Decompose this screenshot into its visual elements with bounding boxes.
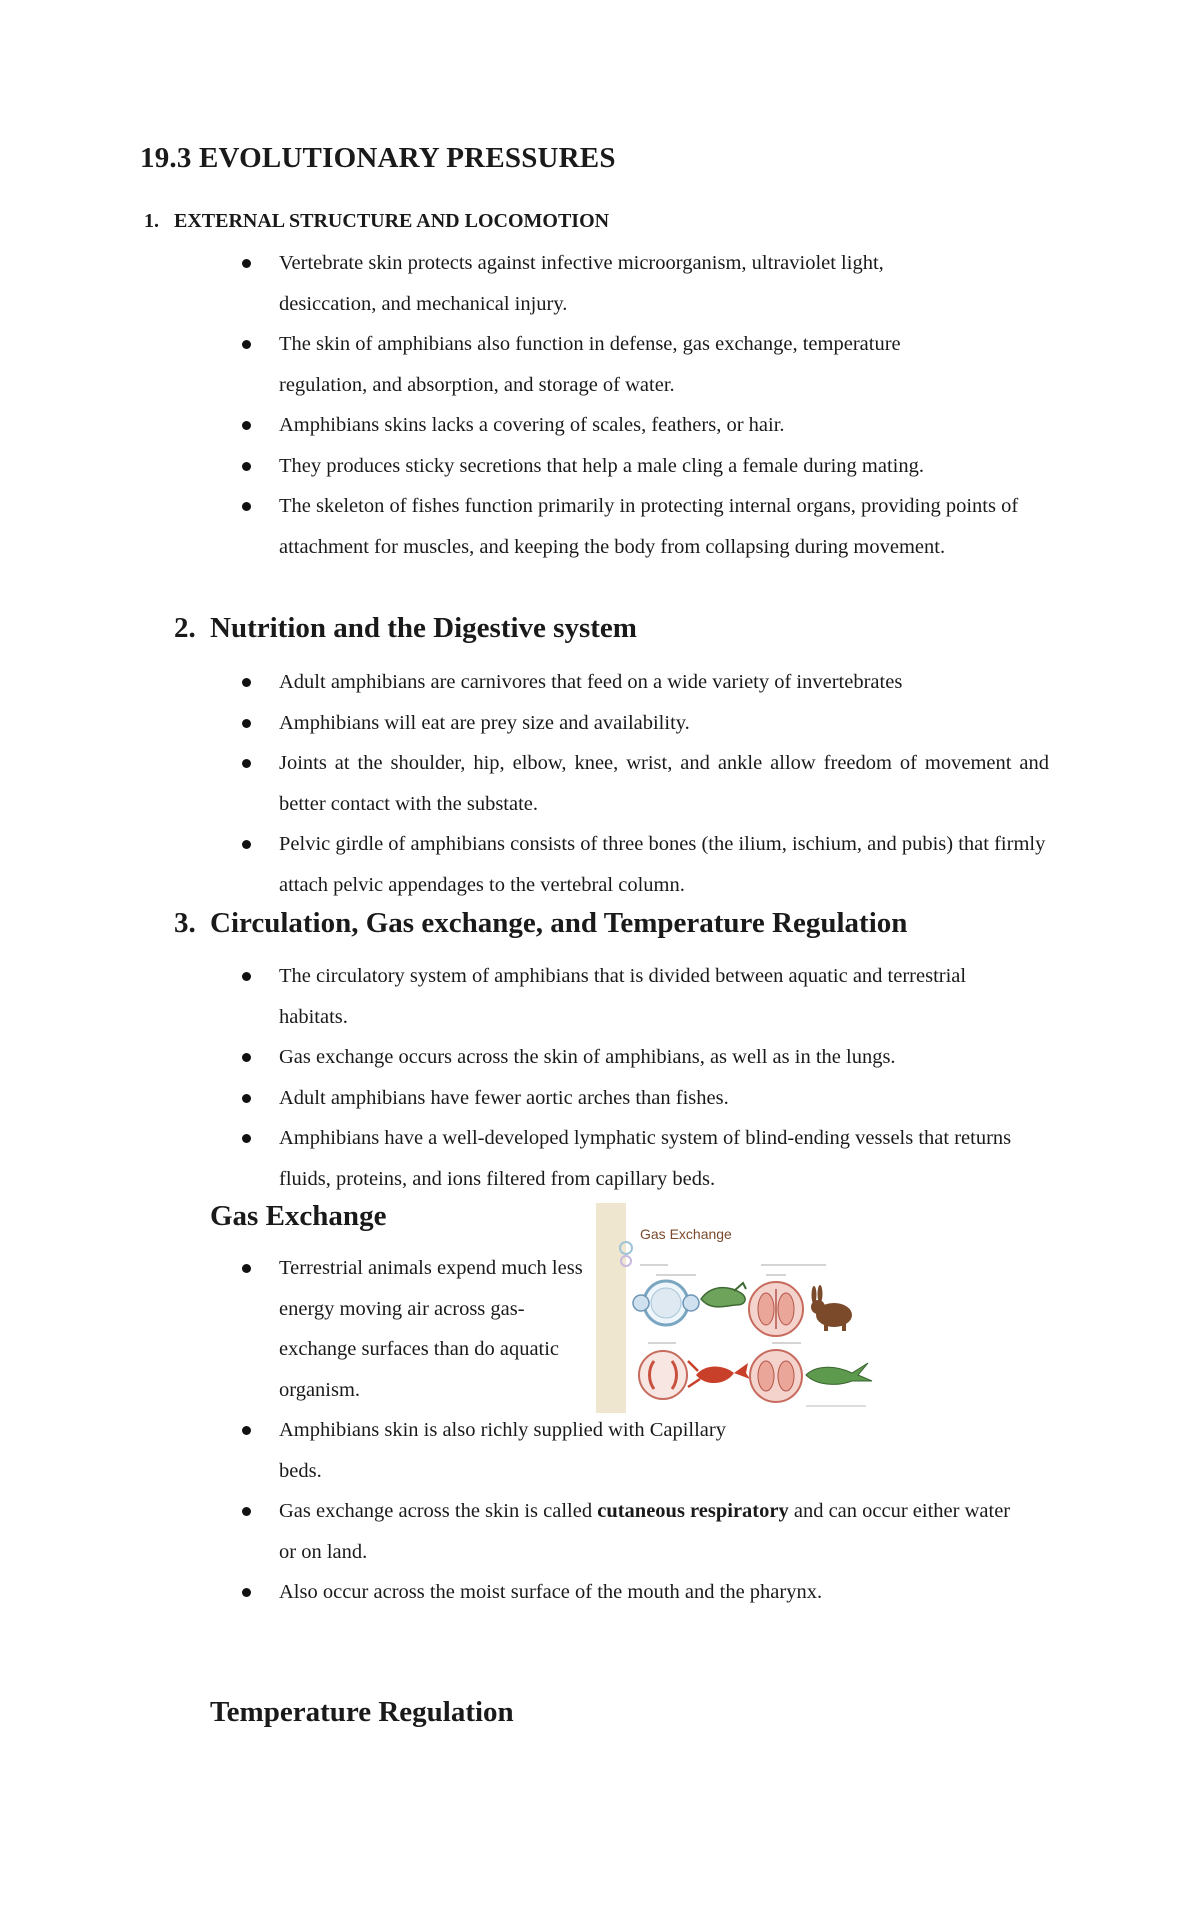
gas-exchange-diagram (596, 1203, 873, 1413)
list-item: Amphibians skins lacks a covering of scales, feathers, or hair. (279, 405, 1039, 446)
section-heading-text: Nutrition and the Digestive system (210, 612, 637, 644)
list-item: Gas exchange across the skin is called cutaneous respiratory and can occur either water or on land. (279, 1491, 1019, 1572)
list-item: Amphibians skin is also richly supplied with Capillary beds. (279, 1410, 749, 1491)
list-item: Amphibians will eat are prey size and availability. (279, 703, 1079, 744)
list-item: Vertebrate skin protects against infective microorganism, ultraviolet light, desiccation, and mechanical injury. (279, 243, 979, 324)
bullet-icon (242, 1507, 251, 1516)
bullet-icon (242, 1094, 251, 1103)
figure-sidebar-strip (596, 1203, 626, 1413)
list-item: The skeleton of fishes function primarily in protecting internal organs, providing points of attachment for muscles, and keeping the body from collapsing during movement. (279, 486, 1049, 567)
section-heading-text: Circulation, Gas exchange, and Temperature Regulation (210, 907, 908, 939)
bullet-icon (242, 678, 251, 687)
bullet-icon (242, 1134, 251, 1143)
bullet-icon (242, 1264, 251, 1273)
list-item: Terrestrial animals expend much less energy moving air across gas-exchange surfaces than do aquatic organism. (279, 1248, 589, 1410)
subheading-temperature-regulation: Temperature Regulation (210, 1696, 514, 1728)
bullet-icon (242, 972, 251, 981)
section-heading-external-structure (144, 210, 610, 233)
list-item: Adult amphibians are carnivores that feed on a wide variety of invertebrates (279, 662, 1079, 703)
section-heading-nutrition (174, 612, 637, 645)
list-item: The skin of amphibians also function in defense, gas exchange, temperature regulation, and absorption, and storage of water. (279, 324, 979, 405)
bullet-icon (242, 462, 251, 471)
section-heading-circulation (174, 907, 908, 940)
list-item: The circulatory system of amphibians that is divided between aquatic and terrestrial habitats. (279, 956, 979, 1037)
subheading-gas-exchange: Gas Exchange (210, 1200, 387, 1232)
gas-exchange-figure (596, 1203, 873, 1413)
section-number: 1. (144, 210, 159, 232)
bullet-icon (242, 259, 251, 268)
bullet-icon (242, 719, 251, 728)
list-item: They produces sticky secretions that help a male cling a female during mating. (279, 446, 1039, 487)
list-item: Also occur across the moist surface of the mouth and the pharynx. (279, 1572, 1039, 1613)
bullet-list-external-structure (279, 243, 1049, 567)
bullet-list-nutrition (279, 662, 1079, 905)
bullet-icon (242, 1053, 251, 1062)
section-number: 2. (174, 612, 196, 644)
list-item: Joints at the shoulder, hip, elbow, knee, wrist, and ankle allow freedom of movement and better contact with the substate. (279, 743, 1049, 824)
bold-term: cutaneous respiratory (597, 1500, 789, 1522)
list-item: Pelvic girdle of amphibians consists of three bones (the ilium, ischium, and pubis) that firmly attach pelvic appendages to the vertebral column. (279, 824, 1054, 905)
figure-title: Gas Exchange (640, 1226, 732, 1242)
bullet-icon (242, 1426, 251, 1435)
bullet-icon (242, 421, 251, 430)
bullet-icon (242, 502, 251, 511)
bullet-icon (242, 1588, 251, 1597)
bullet-icon (242, 840, 251, 849)
bullet-list-circulation (279, 956, 1054, 1199)
list-item: Gas exchange occurs across the skin of amphibians, as well as in the lungs. (279, 1037, 1039, 1078)
section-heading-text: EXTERNAL STRUCTURE AND LOCOMOTION (174, 210, 610, 232)
bullet-icon (242, 759, 251, 768)
list-item: Adult amphibians have fewer aortic arches than fishes. (279, 1078, 1039, 1119)
tracheal-diagram-icon (639, 1351, 687, 1399)
list-item: Amphibians have a well-developed lymphatic system of blind-ending vessels that returns fluids, proteins, and ions filtered from capillary beds. (279, 1118, 1054, 1199)
lung-diagram-icon (749, 1282, 803, 1336)
page-title: 19.3 EVOLUTIONARY PRESSURES (140, 142, 616, 174)
reptile-lung-diagram-icon (750, 1350, 802, 1402)
section-number: 3. (174, 907, 196, 939)
bullet-icon (242, 340, 251, 349)
